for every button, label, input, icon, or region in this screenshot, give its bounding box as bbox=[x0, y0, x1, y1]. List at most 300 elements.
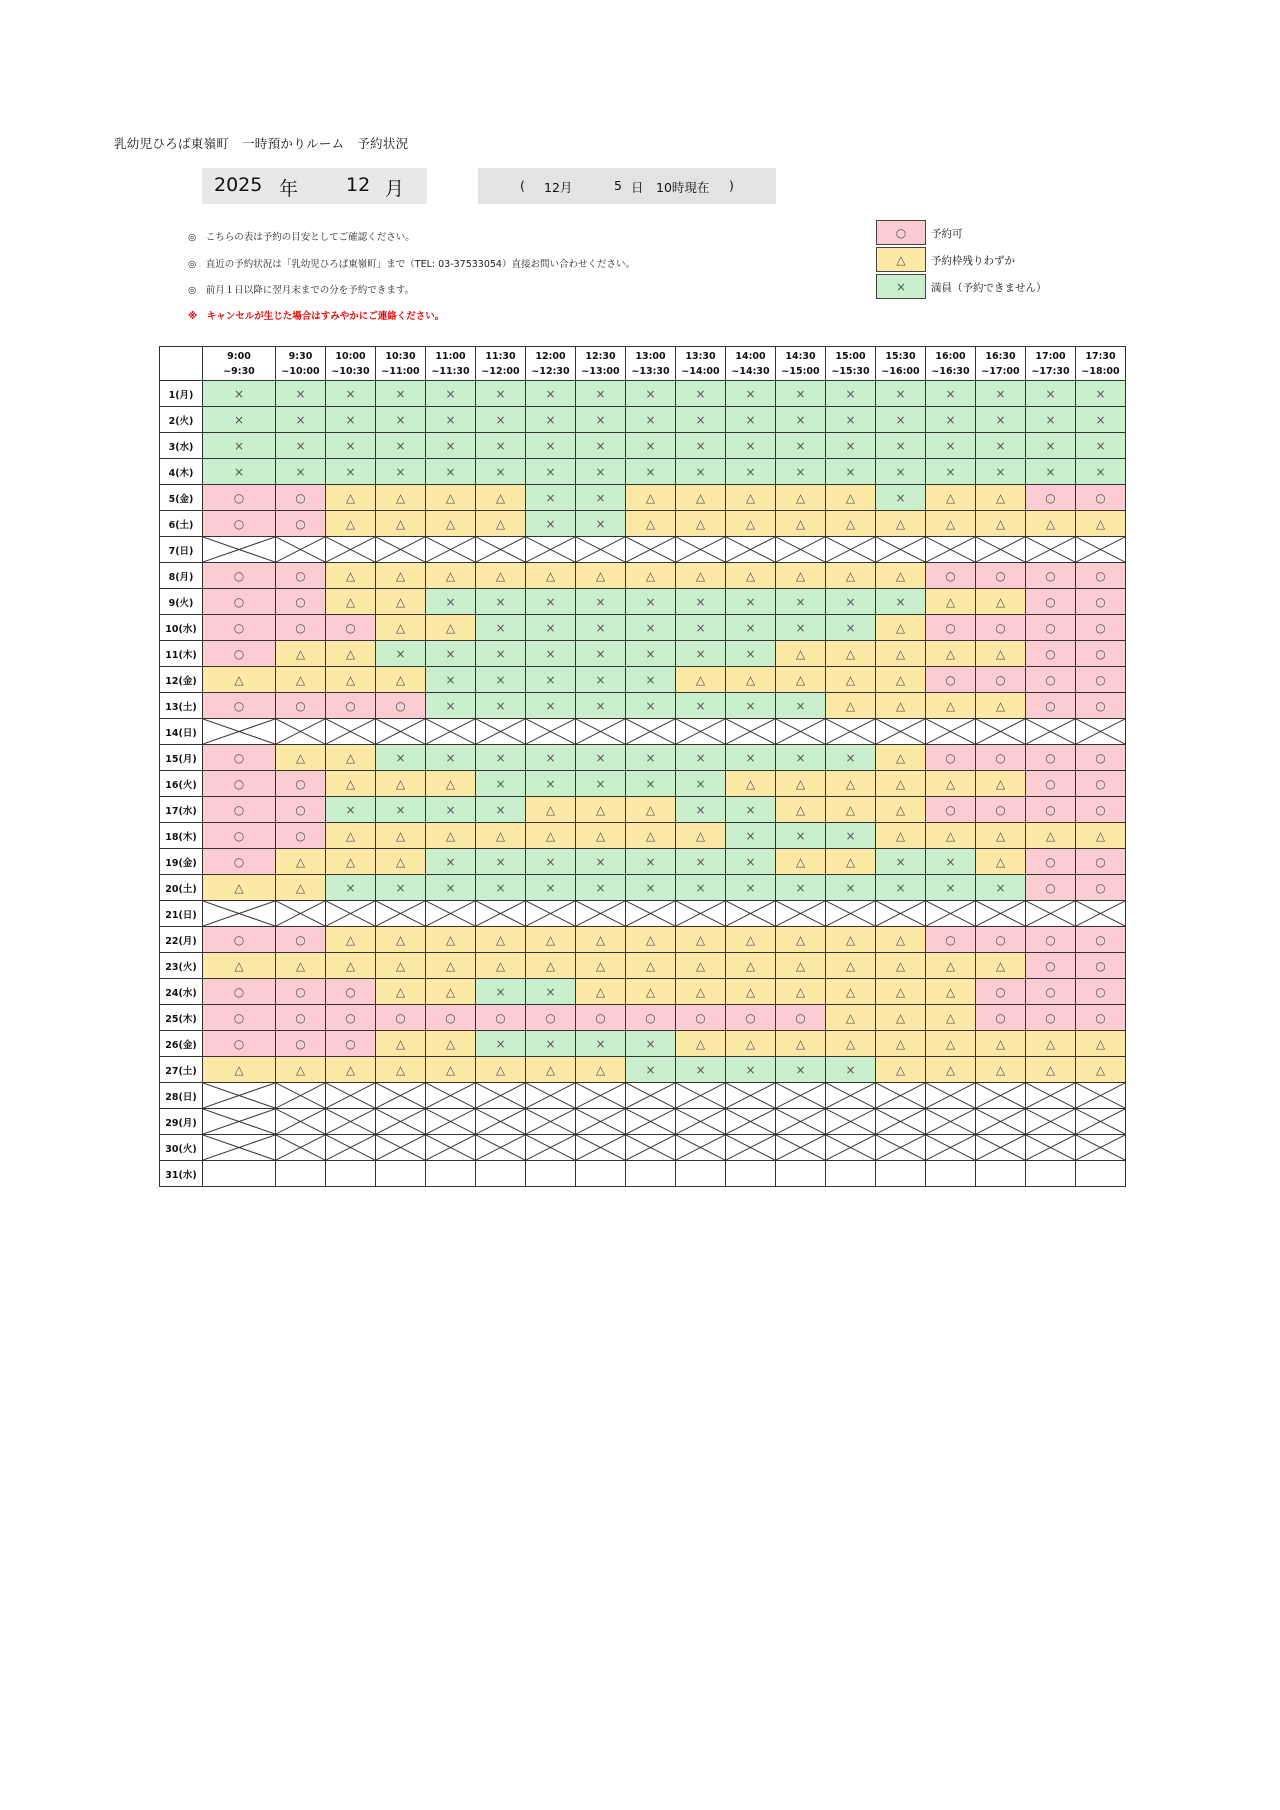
slot-status-cell: ○ bbox=[203, 563, 276, 589]
closed-slot-cell bbox=[1026, 901, 1076, 927]
empty-slot-cell bbox=[276, 1161, 326, 1187]
closed-cross-icon bbox=[726, 537, 775, 562]
closed-cross-icon bbox=[876, 1135, 925, 1160]
slot-status-cell: ○ bbox=[276, 927, 326, 953]
closed-slot-cell bbox=[376, 719, 426, 745]
slot-status-cell: × bbox=[1026, 381, 1076, 407]
slot-status-cell: × bbox=[726, 615, 776, 641]
slot-status-cell: △ bbox=[876, 641, 926, 667]
slot-status-cell: △ bbox=[926, 511, 976, 537]
slot-status-cell: △ bbox=[726, 979, 776, 1005]
closed-cross-icon bbox=[576, 1109, 625, 1134]
slot-status-cell: △ bbox=[326, 667, 376, 693]
closed-slot-cell bbox=[1076, 719, 1126, 745]
slot-status-cell: ○ bbox=[676, 1005, 726, 1031]
closed-cross-icon bbox=[876, 719, 925, 744]
day-label: 10(水) bbox=[160, 615, 203, 641]
slot-start-time: 15:00 bbox=[835, 350, 866, 362]
slot-status-cell: △ bbox=[676, 511, 726, 537]
slot-status-cell: △ bbox=[276, 641, 326, 667]
closed-cross-icon bbox=[426, 901, 475, 926]
slot-status-cell: ○ bbox=[203, 641, 276, 667]
slot-status-cell: △ bbox=[426, 953, 476, 979]
slot-status-cell: × bbox=[876, 459, 926, 485]
slot-status-cell: × bbox=[526, 745, 576, 771]
slot-status-cell: △ bbox=[376, 615, 426, 641]
closed-slot-cell bbox=[626, 1135, 676, 1161]
slot-status-cell: × bbox=[626, 459, 676, 485]
slot-status-cell: △ bbox=[826, 1005, 876, 1031]
slot-status-cell: × bbox=[876, 485, 926, 511]
closed-slot-cell bbox=[726, 719, 776, 745]
closed-slot-cell bbox=[376, 901, 426, 927]
slot-status-cell: ○ bbox=[526, 1005, 576, 1031]
slot-status-cell: × bbox=[726, 693, 776, 719]
closed-slot-cell bbox=[1026, 1135, 1076, 1161]
slot-status-cell: △ bbox=[476, 823, 526, 849]
slot-status-cell: △ bbox=[776, 485, 826, 511]
closed-slot-cell bbox=[1026, 1083, 1076, 1109]
time-slot-header bbox=[276, 347, 326, 381]
slot-status-cell: ○ bbox=[1026, 979, 1076, 1005]
reservation-table bbox=[159, 346, 1126, 1187]
day-label: 11(木) bbox=[160, 641, 203, 667]
slot-status-cell: × bbox=[626, 407, 676, 433]
closed-cross-icon bbox=[826, 1109, 875, 1134]
slot-status-cell: × bbox=[526, 693, 576, 719]
closed-slot-cell bbox=[926, 1109, 976, 1135]
asof-month: 12月 bbox=[544, 180, 573, 195]
closed-cross-icon bbox=[526, 719, 575, 744]
slot-status-cell: △ bbox=[826, 771, 876, 797]
closed-cross-icon bbox=[476, 1083, 525, 1108]
slot-start-time: 16:30 bbox=[985, 350, 1016, 362]
slot-status-cell: △ bbox=[626, 953, 676, 979]
slot-status-cell: △ bbox=[526, 563, 576, 589]
slot-status-cell: × bbox=[676, 641, 726, 667]
slot-end-time: ~11:00 bbox=[381, 365, 420, 377]
slot-end-time: ~15:00 bbox=[781, 365, 820, 377]
slot-status-cell: ○ bbox=[276, 1005, 326, 1031]
slot-status-cell: × bbox=[476, 589, 526, 615]
slot-status-cell: △ bbox=[776, 771, 826, 797]
slot-status-cell: × bbox=[676, 875, 726, 901]
slot-status-cell: △ bbox=[826, 511, 876, 537]
closed-slot-cell bbox=[976, 1109, 1026, 1135]
closed-slot-cell bbox=[776, 537, 826, 563]
closed-cross-icon bbox=[726, 1083, 775, 1108]
slot-start-time: 14:00 bbox=[735, 350, 766, 362]
closed-slot-cell bbox=[1076, 1135, 1126, 1161]
slot-status-cell: ○ bbox=[203, 615, 276, 641]
slot-status-cell: △ bbox=[926, 771, 976, 797]
day-label: 3(水) bbox=[160, 433, 203, 459]
day-label: 20(土) bbox=[160, 875, 203, 901]
closed-slot-cell bbox=[326, 719, 376, 745]
slot-status-cell: △ bbox=[826, 797, 876, 823]
closed-slot-cell bbox=[203, 537, 276, 563]
slot-status-cell: △ bbox=[276, 667, 326, 693]
closed-cross-icon bbox=[476, 1135, 525, 1160]
slot-status-cell: ○ bbox=[1026, 849, 1076, 875]
slot-status-cell: × bbox=[476, 381, 526, 407]
closed-slot-cell bbox=[726, 1083, 776, 1109]
slot-status-cell: △ bbox=[376, 849, 426, 875]
day-row bbox=[160, 667, 1126, 693]
slot-status-cell: × bbox=[426, 797, 476, 823]
slot-end-time: ~16:00 bbox=[881, 365, 920, 377]
day-label: 19(金) bbox=[160, 849, 203, 875]
slot-status-cell: △ bbox=[876, 1005, 926, 1031]
slot-status-cell: × bbox=[976, 875, 1026, 901]
slot-status-cell: △ bbox=[476, 511, 526, 537]
closed-slot-cell bbox=[376, 1135, 426, 1161]
slot-status-cell: × bbox=[576, 381, 626, 407]
slot-status-cell: × bbox=[476, 667, 526, 693]
closed-cross-icon bbox=[203, 1083, 275, 1108]
closed-cross-icon bbox=[626, 1083, 675, 1108]
day-label: 16(火) bbox=[160, 771, 203, 797]
slot-status-cell: ○ bbox=[1076, 693, 1126, 719]
slot-status-cell: × bbox=[626, 875, 676, 901]
closed-cross-icon bbox=[1026, 1083, 1075, 1108]
slot-status-cell: × bbox=[626, 1031, 676, 1057]
slot-status-cell: ○ bbox=[326, 979, 376, 1005]
closed-cross-icon bbox=[326, 901, 375, 926]
slot-status-cell: × bbox=[1026, 459, 1076, 485]
slot-status-cell: × bbox=[526, 485, 576, 511]
day-label: 9(火) bbox=[160, 589, 203, 615]
day-row bbox=[160, 979, 1126, 1005]
slot-status-cell: △ bbox=[876, 927, 926, 953]
slot-status-cell: △ bbox=[926, 979, 976, 1005]
closed-slot-cell bbox=[876, 1083, 926, 1109]
closed-slot-cell bbox=[626, 719, 676, 745]
slot-status-cell: ○ bbox=[1076, 875, 1126, 901]
closed-cross-icon bbox=[626, 901, 675, 926]
closed-slot-cell bbox=[676, 1135, 726, 1161]
slot-start-time: 15:30 bbox=[885, 350, 916, 362]
slot-status-cell: × bbox=[876, 407, 926, 433]
closed-slot-cell bbox=[326, 1083, 376, 1109]
slot-status-cell: × bbox=[626, 615, 676, 641]
closed-slot-cell bbox=[276, 537, 326, 563]
slot-status-cell: × bbox=[926, 849, 976, 875]
closed-slot-cell bbox=[1026, 1109, 1076, 1135]
slot-status-cell: × bbox=[676, 1057, 726, 1083]
slot-status-cell: ○ bbox=[276, 979, 326, 1005]
slot-status-cell: △ bbox=[203, 667, 276, 693]
slot-status-cell: △ bbox=[676, 927, 726, 953]
slot-status-cell: × bbox=[626, 433, 676, 459]
closed-slot-cell bbox=[976, 719, 1026, 745]
closed-slot-cell bbox=[876, 719, 926, 745]
slot-status-cell: ○ bbox=[203, 485, 276, 511]
day-row bbox=[160, 849, 1126, 875]
slot-status-cell: × bbox=[376, 641, 426, 667]
slot-status-cell: × bbox=[776, 693, 826, 719]
slot-status-cell: × bbox=[426, 849, 476, 875]
day-label: 2(火) bbox=[160, 407, 203, 433]
closed-cross-icon bbox=[276, 1109, 325, 1134]
slot-status-cell: ○ bbox=[276, 797, 326, 823]
slot-status-cell: △ bbox=[826, 979, 876, 1005]
closed-cross-icon bbox=[826, 1135, 875, 1160]
slot-status-cell: △ bbox=[876, 979, 926, 1005]
slot-status-cell: △ bbox=[976, 511, 1026, 537]
slot-status-cell: △ bbox=[376, 927, 426, 953]
closed-cross-icon bbox=[576, 537, 625, 562]
cancel-warning: ※ キャンセルが生じた場合はすみやかにご連絡ください。 bbox=[188, 311, 445, 322]
day-row bbox=[160, 485, 1126, 511]
slot-status-cell: △ bbox=[976, 953, 1026, 979]
slot-status-cell: × bbox=[426, 667, 476, 693]
slot-status-cell: ○ bbox=[926, 797, 976, 823]
slot-status-cell: △ bbox=[876, 797, 926, 823]
asof-open-paren: ( bbox=[520, 178, 525, 193]
slot-status-cell: × bbox=[776, 875, 826, 901]
empty-slot-cell bbox=[826, 1161, 876, 1187]
slot-status-cell: ○ bbox=[476, 1005, 526, 1031]
closed-cross-icon bbox=[376, 537, 425, 562]
closed-slot-cell bbox=[476, 1135, 526, 1161]
time-slot-header bbox=[476, 347, 526, 381]
empty-slot-cell bbox=[876, 1161, 926, 1187]
day-label: 4(木) bbox=[160, 459, 203, 485]
time-slot-header bbox=[376, 347, 426, 381]
closed-slot-cell bbox=[926, 537, 976, 563]
slot-start-time: 10:30 bbox=[385, 350, 416, 362]
slot-status-cell: △ bbox=[976, 823, 1026, 849]
closed-cross-icon bbox=[1026, 537, 1075, 562]
slot-status-cell: × bbox=[576, 641, 626, 667]
legend-symbol-full: × bbox=[876, 274, 926, 299]
slot-status-cell: ○ bbox=[1076, 589, 1126, 615]
legend-label-few-left: 予約枠残りわずか bbox=[931, 255, 1015, 267]
empty-slot-cell bbox=[626, 1161, 676, 1187]
slot-status-cell: × bbox=[476, 979, 526, 1005]
closed-cross-icon bbox=[876, 1083, 925, 1108]
slot-end-time: ~17:00 bbox=[981, 365, 1020, 377]
closed-cross-icon bbox=[976, 537, 1025, 562]
slot-status-cell: ○ bbox=[203, 927, 276, 953]
slot-status-cell: × bbox=[826, 407, 876, 433]
slot-status-cell: × bbox=[476, 797, 526, 823]
slot-status-cell: ○ bbox=[976, 797, 1026, 823]
slot-status-cell: △ bbox=[576, 823, 626, 849]
slot-status-cell: △ bbox=[376, 667, 426, 693]
slot-status-cell: × bbox=[376, 381, 426, 407]
slot-status-cell: × bbox=[576, 771, 626, 797]
day-row bbox=[160, 875, 1126, 901]
slot-status-cell: △ bbox=[776, 979, 826, 1005]
slot-status-cell: △ bbox=[576, 563, 626, 589]
closed-slot-cell bbox=[203, 719, 276, 745]
slot-start-time: 9:30 bbox=[288, 350, 313, 362]
closed-cross-icon bbox=[626, 1109, 675, 1134]
closed-slot-cell bbox=[976, 537, 1026, 563]
closed-cross-icon bbox=[926, 1135, 975, 1160]
slot-status-cell: × bbox=[326, 797, 376, 823]
closed-cross-icon bbox=[676, 1083, 725, 1108]
closed-cross-icon bbox=[676, 901, 725, 926]
day-row bbox=[160, 1161, 1126, 1187]
slot-end-time: ~12:00 bbox=[481, 365, 520, 377]
closed-cross-icon bbox=[476, 901, 525, 926]
closed-slot-cell bbox=[276, 719, 326, 745]
slot-status-cell: △ bbox=[326, 823, 376, 849]
slot-status-cell: △ bbox=[476, 953, 526, 979]
slot-status-cell: △ bbox=[626, 511, 676, 537]
slot-status-cell: △ bbox=[326, 771, 376, 797]
slot-status-cell: ○ bbox=[276, 693, 326, 719]
slot-status-cell: △ bbox=[776, 797, 826, 823]
slot-status-cell: × bbox=[726, 433, 776, 459]
slot-end-time: ~10:30 bbox=[331, 365, 370, 377]
slot-status-cell: △ bbox=[976, 641, 1026, 667]
closed-slot-cell bbox=[626, 1109, 676, 1135]
closed-slot-cell bbox=[476, 537, 526, 563]
slot-status-cell: × bbox=[926, 459, 976, 485]
slot-status-cell: × bbox=[426, 693, 476, 719]
slot-status-cell: △ bbox=[926, 641, 976, 667]
day-row bbox=[160, 719, 1126, 745]
time-slot-header bbox=[326, 347, 376, 381]
closed-slot-cell bbox=[476, 719, 526, 745]
asof-close-paren: ) bbox=[729, 178, 734, 193]
slot-status-cell: × bbox=[376, 433, 426, 459]
slot-status-cell: △ bbox=[326, 641, 376, 667]
slot-status-cell: ○ bbox=[1076, 485, 1126, 511]
slot-status-cell: ○ bbox=[376, 693, 426, 719]
closed-cross-icon bbox=[926, 537, 975, 562]
closed-slot-cell bbox=[426, 1109, 476, 1135]
closed-cross-icon bbox=[276, 719, 325, 744]
slot-status-cell: × bbox=[376, 459, 426, 485]
closed-cross-icon bbox=[976, 719, 1025, 744]
closed-cross-icon bbox=[376, 719, 425, 744]
closed-slot-cell bbox=[726, 1135, 776, 1161]
slot-status-cell: △ bbox=[426, 615, 476, 641]
note-2: ◎ 直近の予約状況は「乳幼児ひろば東嶺町」まで（TEL: 03-37533054）直接お問い合わせください。 bbox=[188, 259, 635, 270]
slot-status-cell: △ bbox=[726, 771, 776, 797]
asof-day: 5 bbox=[614, 178, 622, 193]
slot-status-cell: △ bbox=[876, 1057, 926, 1083]
slot-status-cell: × bbox=[626, 641, 676, 667]
closed-slot-cell bbox=[826, 1083, 876, 1109]
slot-start-time: 17:00 bbox=[1035, 350, 1066, 362]
slot-status-cell: ○ bbox=[203, 745, 276, 771]
slot-status-cell: △ bbox=[676, 953, 726, 979]
slot-status-cell: ○ bbox=[326, 693, 376, 719]
slot-status-cell: △ bbox=[726, 953, 776, 979]
slot-status-cell: △ bbox=[876, 563, 926, 589]
closed-slot-cell bbox=[976, 901, 1026, 927]
asof-day-unit: 日 bbox=[631, 180, 644, 195]
slot-status-cell: △ bbox=[926, 1005, 976, 1031]
slot-status-cell: × bbox=[876, 381, 926, 407]
closed-cross-icon bbox=[626, 719, 675, 744]
slot-status-cell: × bbox=[426, 745, 476, 771]
slot-status-cell: × bbox=[426, 459, 476, 485]
closed-slot-cell bbox=[626, 537, 676, 563]
slot-status-cell: △ bbox=[976, 1057, 1026, 1083]
closed-slot-cell bbox=[1076, 537, 1126, 563]
slot-status-cell: ○ bbox=[203, 589, 276, 615]
slot-status-cell: △ bbox=[676, 667, 726, 693]
slot-status-cell: × bbox=[776, 407, 826, 433]
closed-slot-cell bbox=[876, 901, 926, 927]
day-label: 6(土) bbox=[160, 511, 203, 537]
closed-cross-icon bbox=[203, 719, 275, 744]
day-label: 14(日) bbox=[160, 719, 203, 745]
month-unit: 月 bbox=[385, 178, 405, 200]
slot-status-cell: ○ bbox=[376, 1005, 426, 1031]
day-row bbox=[160, 381, 1126, 407]
slot-status-cell: × bbox=[476, 693, 526, 719]
day-label: 25(木) bbox=[160, 1005, 203, 1031]
slot-status-cell: △ bbox=[826, 693, 876, 719]
slot-status-cell: × bbox=[626, 589, 676, 615]
closed-slot-cell bbox=[476, 1109, 526, 1135]
slot-status-cell: × bbox=[626, 381, 676, 407]
slot-status-cell: × bbox=[426, 407, 476, 433]
slot-status-cell: × bbox=[326, 459, 376, 485]
slot-status-cell: △ bbox=[1026, 1057, 1076, 1083]
slot-status-cell: △ bbox=[1076, 823, 1126, 849]
slot-status-cell: × bbox=[476, 745, 526, 771]
closed-slot-cell bbox=[626, 1083, 676, 1109]
day-row bbox=[160, 953, 1126, 979]
slot-status-cell: △ bbox=[776, 953, 826, 979]
slot-status-cell: × bbox=[826, 1057, 876, 1083]
year-unit: 年 bbox=[279, 178, 299, 200]
slot-status-cell: × bbox=[776, 381, 826, 407]
slot-status-cell: △ bbox=[876, 771, 926, 797]
closed-cross-icon bbox=[676, 1135, 725, 1160]
slot-status-cell: × bbox=[976, 433, 1026, 459]
slot-status-cell: ○ bbox=[1076, 953, 1126, 979]
slot-status-cell: × bbox=[426, 381, 476, 407]
slot-status-cell: × bbox=[476, 407, 526, 433]
slot-status-cell: × bbox=[776, 615, 826, 641]
slot-status-cell: × bbox=[826, 433, 876, 459]
legend-label-full: 満員（予約できません） bbox=[931, 282, 1047, 294]
time-slot-header bbox=[976, 347, 1026, 381]
slot-status-cell: × bbox=[526, 1031, 576, 1057]
time-slot-header bbox=[1076, 347, 1126, 381]
closed-cross-icon bbox=[276, 901, 325, 926]
slot-status-cell: ○ bbox=[1026, 771, 1076, 797]
slot-status-cell: ○ bbox=[203, 771, 276, 797]
slot-start-time: 11:30 bbox=[485, 350, 516, 362]
slot-status-cell: × bbox=[526, 511, 576, 537]
day-row bbox=[160, 641, 1126, 667]
day-label: 26(金) bbox=[160, 1031, 203, 1057]
slot-status-cell: × bbox=[826, 615, 876, 641]
slot-status-cell: × bbox=[676, 693, 726, 719]
slot-status-cell: × bbox=[526, 615, 576, 641]
day-row bbox=[160, 589, 1126, 615]
slot-status-cell: ○ bbox=[976, 745, 1026, 771]
slot-status-cell: △ bbox=[926, 589, 976, 615]
day-label: 30(火) bbox=[160, 1135, 203, 1161]
slot-status-cell: ○ bbox=[276, 485, 326, 511]
empty-slot-cell bbox=[726, 1161, 776, 1187]
day-row bbox=[160, 1057, 1126, 1083]
day-row bbox=[160, 745, 1126, 771]
closed-cross-icon bbox=[326, 1135, 375, 1160]
